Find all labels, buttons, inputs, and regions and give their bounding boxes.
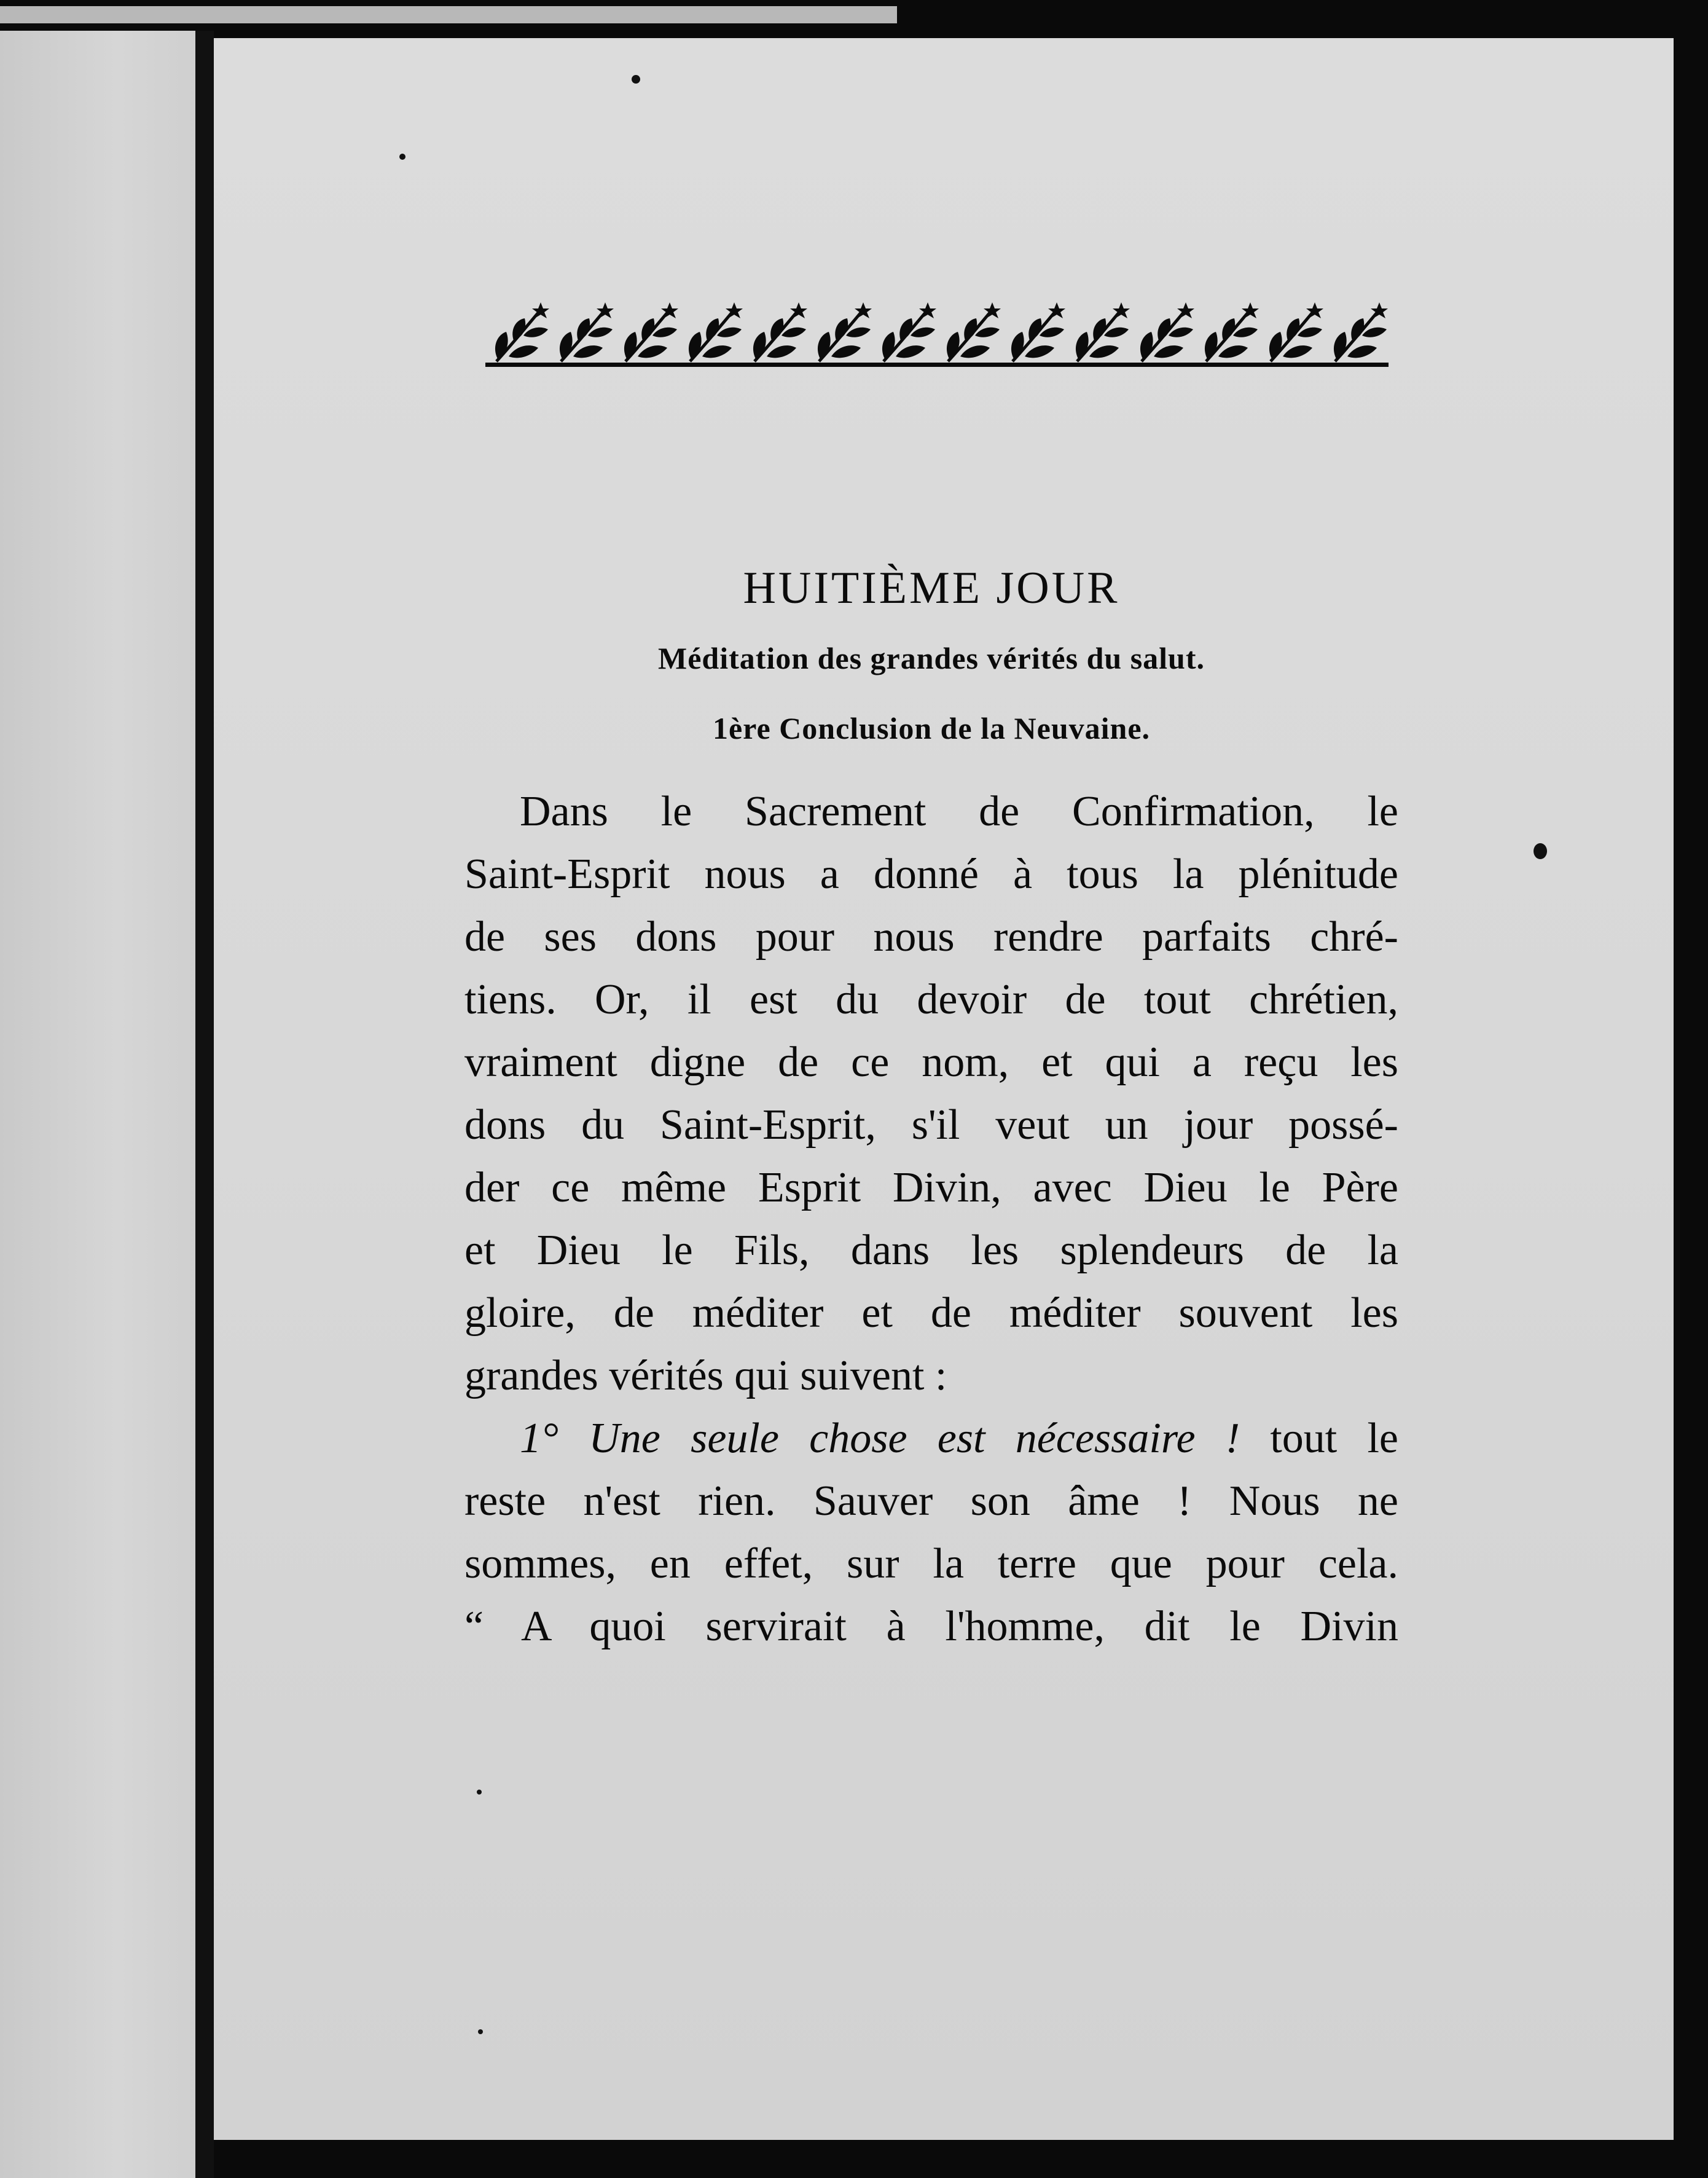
page-text bbox=[464, 565, 1398, 1658]
point-1-rest: tout le bbox=[1270, 1415, 1399, 1462]
text-line: sommes, en effet, sur la terre que pour cela. bbox=[464, 1540, 1398, 1587]
paragraph-confirmation bbox=[464, 780, 1398, 1407]
text-line: gloire, de méditer et de méditer souvent les bbox=[464, 1289, 1398, 1337]
leaf-sprig-icon bbox=[560, 302, 614, 361]
leaf-sprig-icon bbox=[882, 302, 936, 361]
ink-speck bbox=[478, 2029, 483, 2034]
leaf-sprig-icon bbox=[753, 302, 807, 361]
text-line: Saint-Esprit nous a donné à tous la plénitude bbox=[464, 851, 1398, 898]
top-edge-strip bbox=[0, 6, 897, 23]
point-1-italic: 1° Une seule chose est nécessaire ! bbox=[520, 1415, 1240, 1462]
top-border bbox=[0, 0, 903, 32]
leaf-sprig-icon bbox=[1334, 302, 1388, 361]
leaf-sprig-icon bbox=[1011, 302, 1065, 361]
text-line: dons du Saint-Esprit, s'il veut un jour possé- bbox=[464, 1101, 1398, 1149]
ink-speck bbox=[1534, 843, 1547, 859]
text-line: der ce même Esprit Divin, avec Dieu le Père bbox=[464, 1164, 1398, 1211]
conclusion-subtitle: 1ère Conclusion de la Neuvaine. bbox=[712, 711, 1151, 745]
binding-gutter bbox=[195, 31, 214, 2178]
text-line: et Dieu le Fils, dans les splendeurs de la bbox=[464, 1227, 1398, 1274]
page-title: HUITIÈME JOUR bbox=[743, 563, 1120, 613]
leaf-sprig-icon bbox=[947, 302, 1001, 361]
leaf-sprig-frieze-icon bbox=[485, 297, 1389, 390]
text-line: grandes vérités qui suivent : bbox=[464, 1352, 947, 1399]
ink-speck bbox=[477, 1790, 482, 1795]
ink-speck bbox=[399, 154, 405, 160]
text-line: de ses dons pour nous rendre parfaits chré- bbox=[464, 913, 1398, 961]
text-line: vraiment digne de ce nom, et qui a reçu les bbox=[464, 1039, 1398, 1086]
text-line-point-1 bbox=[464, 1407, 1398, 1470]
leaf-sprig-icon bbox=[1140, 302, 1194, 361]
text-line: “ A quoi servirait à l'homme, dit le Divin bbox=[464, 1603, 1398, 1650]
meditation-subtitle: Méditation des grandes vérités du salut. bbox=[658, 641, 1205, 675]
ink-speck bbox=[632, 75, 640, 84]
leaf-sprig-icon bbox=[1269, 302, 1323, 361]
left-page-sliver bbox=[0, 31, 195, 2178]
text-line: tiens. Or, il est du devoir de tout chrétien, bbox=[464, 976, 1398, 1023]
leaf-sprig-icon bbox=[624, 302, 678, 361]
leaf-sprig-icon bbox=[1205, 302, 1259, 361]
text-line: reste n'est rien. Sauver son âme ! Nous ne bbox=[464, 1477, 1398, 1525]
leaf-sprig-icon bbox=[689, 302, 743, 361]
leaf-sprig-icon bbox=[1076, 302, 1130, 361]
leaf-sprig-icon bbox=[818, 302, 872, 361]
paragraph-first-truth bbox=[464, 1407, 1398, 1658]
leaf-sprig-icon bbox=[495, 302, 549, 361]
text-line: Dans le Sacrement de Confirmation, le bbox=[520, 788, 1398, 835]
